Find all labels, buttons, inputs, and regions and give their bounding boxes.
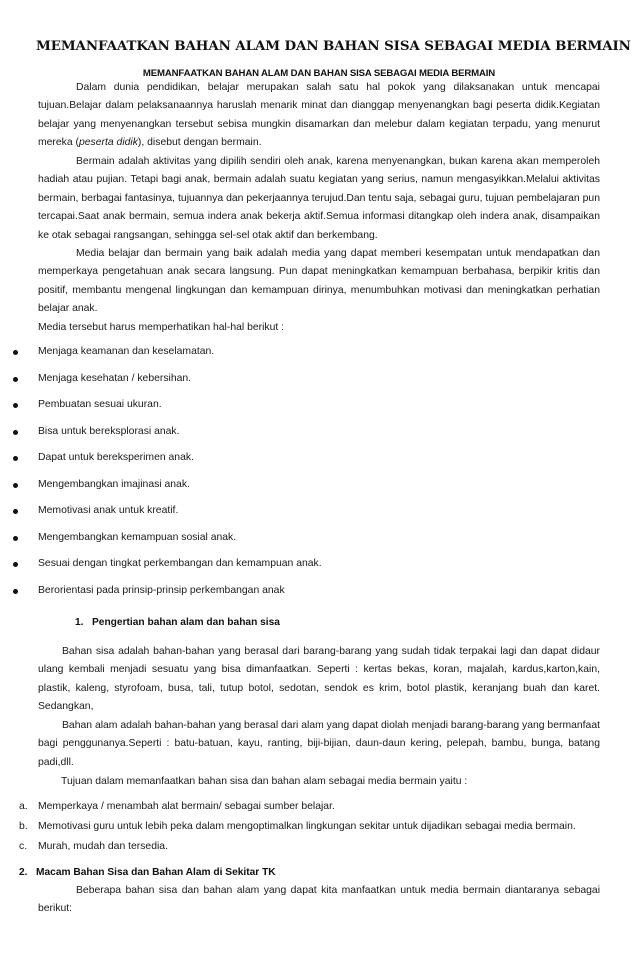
paragraph-intro-end: ), disebut dengan bermain. bbox=[137, 137, 262, 149]
section-title: Pengertian bahan alam dan bahan sisa bbox=[92, 617, 280, 628]
bullet-icon bbox=[13, 536, 18, 541]
paragraph-bahan-sisa: Bahan sisa adalah bahan-bahan yang berasal dari barang-barang yang sudah tidak terpakai lagi dan dapat didaur ulang kembali menjadi sesuatu yang bisa dimanfaatkan. Seperti : kertas bekas, koran, majalah, kardus,karton,kain, plastik, kaleng, styrofoam, busa, tali, tutup botol, sedotan, sendok es krim, botol plastik, keranjang buah dan karet. Sedangkan, bbox=[38, 646, 600, 713]
paragraph-intro-italic: peserta didik bbox=[79, 137, 138, 149]
list-item: Memotivasi anak untuk kreatif. bbox=[0, 502, 638, 529]
paragraph-intro bbox=[38, 79, 600, 153]
section-heading-1 bbox=[75, 617, 280, 628]
paragraph-macam-bahan: Beberapa bahan sisa dan bahan alam yang dapat kita manfaatkan untuk media bermain diantaranya sebagai berikut: bbox=[38, 885, 600, 915]
document-title: MEMANFAATKAN BAHAN ALAM DAN BAHAN SISA SEBAGAI MEDIA BERMAIN bbox=[36, 38, 631, 54]
bullet-icon bbox=[13, 430, 18, 435]
list-item: Mengembangkan kemampuan sosial anak. bbox=[0, 529, 638, 556]
goals-list bbox=[0, 798, 638, 858]
list-item: c. Murah, mudah dan tersedia. bbox=[19, 841, 168, 852]
list-item: Bisa untuk bereksplorasi anak. bbox=[0, 423, 638, 450]
paragraph-intro-text: Dalam dunia pendidikan, belajar merupakan salah satu hal pokok yang dilaksanakan untuk mencapai tujuan.Belajar dalam pelaksanaannya haruslah menarik minat dan dianggap menyenangkan bagi peserta didik.Kegiatan belajar yang menyenangkan tersebut sebisa mungkin disamarkan dan melebur dalam kegiatan terpadu, yang menurut mereka ( bbox=[38, 82, 600, 149]
list-item: Menjaga kesehatan / kebersihan. bbox=[0, 370, 638, 397]
section-heading-2 bbox=[19, 867, 276, 878]
goals-intro: Tujuan dalam memanfaatkan bahan sisa dan bahan alam sebagai media bermain yaitu : bbox=[61, 776, 468, 787]
bullet-icon bbox=[13, 456, 18, 461]
list-item: Berorientasi pada prinsip-prinsip perkembangan anak bbox=[0, 582, 638, 609]
bullet-icon bbox=[13, 509, 18, 514]
bullet-icon bbox=[13, 589, 18, 594]
list-item: a. Memperkaya / menambah alat bermain/ sebagai sumber belajar. bbox=[19, 801, 335, 812]
document-subtitle: MEMANFAATKAN BAHAN ALAM DAN BAHAN SISA SEBAGAI MEDIA BERMAIN bbox=[142, 68, 496, 79]
list-item: Mengembangkan imajinasi anak. bbox=[0, 476, 638, 503]
bullet-icon bbox=[13, 377, 18, 382]
paragraph-bermain: Bermain adalah aktivitas yang dipilih sendiri oleh anak, karena menyenangkan, bukan karena akan memperoleh hadiah atau pujian. Tetapi bagi anak, bermain adalah suatu kegiatan yang serius, namun mengasyikkan.Melalui aktivitas bermain, berbagai fantasinya, tujuannya dan pekerjaannya terujud.Dan tentu saja, sebagai guru, tujuan pembelajaran pun tercapai.Saat anak bermain, semua indera anak bekerja aktif.Semua informasi ditangkap oleh indera anak, disampaikan ke otak sebagai rangsangan, sehingga sel-sel otak aktif dan berkembang. bbox=[38, 156, 600, 241]
paragraph-bahan-alam: Bahan alam adalah bahan-bahan yang berasal dari alam yang dapat diolah menjadi barang-barang yang bermanfaat bagi penggunanya.Seperti : batu-batuan, kayu, ranting, biji-bijian, daun-daun kering, pelepah, bambu, bunga, batang padi,dll. bbox=[38, 720, 600, 768]
criteria-list bbox=[0, 343, 638, 608]
list-item: Menjaga keamanan dan keselamatan. bbox=[0, 343, 638, 370]
criteria-intro: Media tersebut harus memperhatikan hal-hal berikut : bbox=[38, 322, 285, 333]
bullet-icon bbox=[13, 483, 18, 488]
bullet-icon bbox=[13, 350, 18, 355]
section-title: Macam Bahan Sisa dan Bahan Alam di Sekitar TK bbox=[36, 867, 276, 878]
list-item: b. Memotivasi guru untuk lebih peka dalam mengoptimalkan lingkungan sekitar untuk dijadikan sebagai media bermain. bbox=[19, 821, 576, 832]
section-number: 1. bbox=[75, 617, 84, 628]
list-item: Pembuatan sesuai ukuran. bbox=[0, 396, 638, 423]
section-number: 2. bbox=[19, 867, 28, 878]
bullet-icon bbox=[13, 403, 18, 408]
list-item: Sesuai dengan tingkat perkembangan dan kemampuan anak. bbox=[0, 555, 638, 582]
list-item: Dapat untuk bereksperimen anak. bbox=[0, 449, 638, 476]
paragraph-media: Media belajar dan bermain yang baik adalah media yang dapat memberi kesempatan untuk mendapatkan dan memperkaya pengetahuan anak secara langsung. Pun dapat meningkatkan kemampuan berbahasa, berpikir kritis dan positif, membantu mengenal lingkungan dan kemampuan dirinya, menumbuhkan motivasi dan meningkatkan perhatian belajar anak. bbox=[38, 248, 600, 315]
bullet-icon bbox=[13, 562, 18, 567]
